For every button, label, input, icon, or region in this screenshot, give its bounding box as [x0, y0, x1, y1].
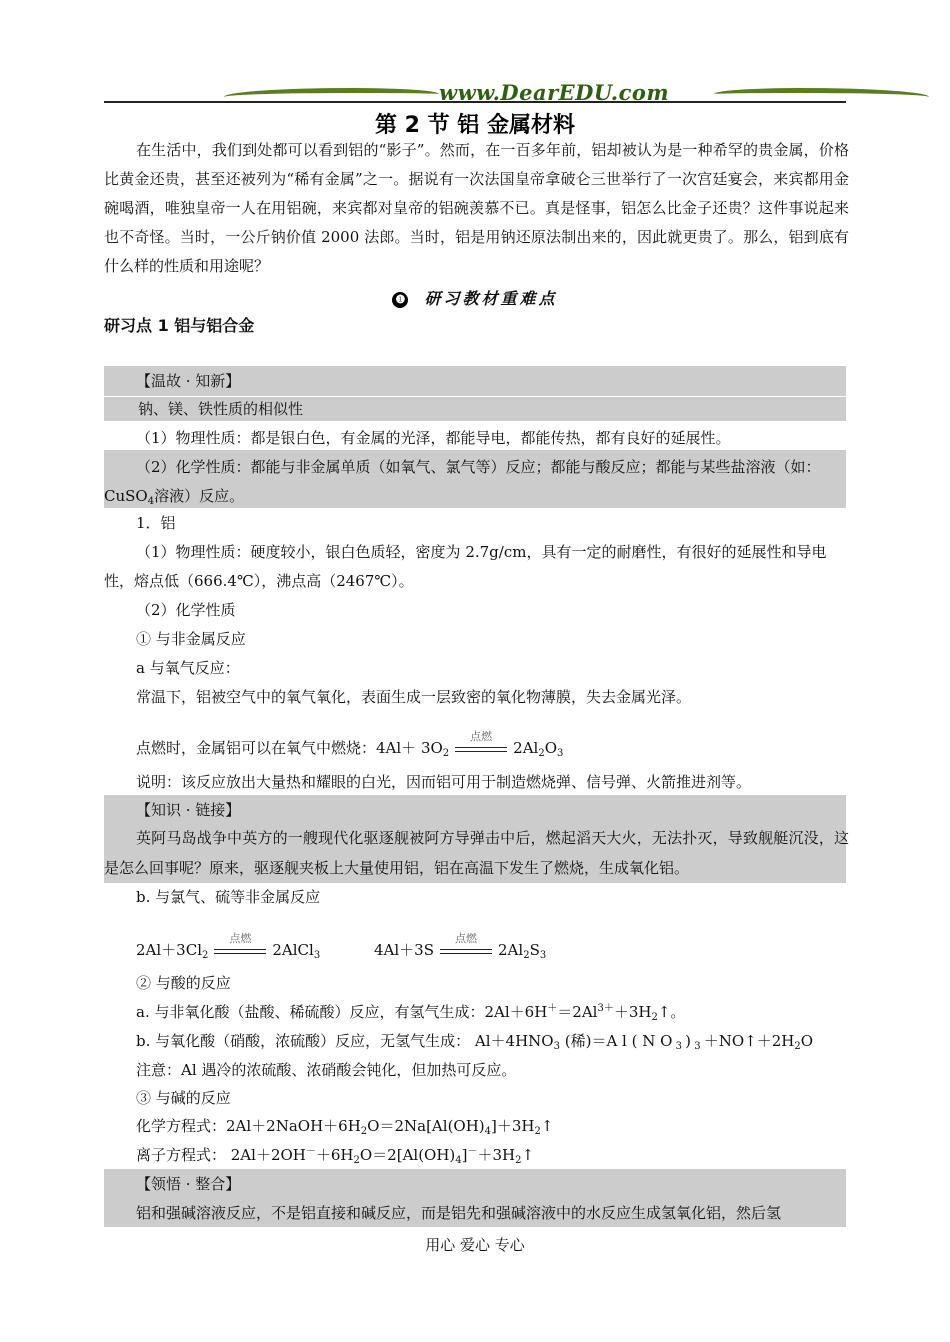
page-title: 第 2 节 铝 金属材料 — [375, 113, 575, 138]
box3-tag: 【领悟 · 整合】 — [136, 1175, 241, 1193]
box1-line3: （2）化学性质：都能与非金属单质（如氧气、氯气等）反应；都能与酸反应；都能与某些盐溶液（如： — [136, 458, 821, 476]
al-physical-1: （1）物理性质：硬度较小，银白色质轻，密度为 2.7g/cm，具有一定的耐磨性，有很好的延展性和导电 — [136, 543, 827, 561]
ion-equation: 离子方程式： $2Al+2OH^-+6H_2O=2[Al(OH)_4]^-+3H_2↑$ — [136, 1146, 535, 1166]
al-s-equation: 4Al＋3S 点燃 $2Al_2S_3$ — [374, 932, 547, 961]
box1-tag: 【温故 · 知新】 — [136, 372, 241, 390]
box2-text: 英阿马岛战争中英方的一艘现代化驱逐舰被阿方导弹击中后，燃起滔天大火，无法扑灭，导致舰艇沉没，这是怎么回事呢？原来，驱逐舰夹板上大量使用铝，铝在高温下发生了燃烧，生成氧化铝。 — [104, 829, 849, 877]
box3-text: 铝和强碱溶液反应，不是铝直接和碱反应，而是铝先和强碱溶液中的水反应生成氢氧化铝，然后氢 — [136, 1204, 782, 1222]
box1-line4: CuSO$_4$溶液）反应。 — [104, 487, 245, 507]
reaction-arrow: 点燃 — [455, 738, 507, 758]
chem-equation: 化学方程式：$2Al+2NaOH+6H_2O=2Na[Al(OH)_4]+3H_2↑$ — [136, 1117, 554, 1137]
box2-tag: 【知识 · 链接】 — [136, 801, 241, 819]
al-sub2: ② 与酸的反应 — [136, 974, 231, 992]
section-marker: ❶ — [392, 292, 408, 308]
al-physical-2: 性，熔点低（666.4℃），沸点高（2467℃）。 — [104, 572, 414, 590]
al-ignite-equation: 点燃时，金属铝可以在氧气中燃烧：$4Al+ 3O_2$ 点燃 $2Al_2O_3$ — [136, 730, 564, 759]
point-title: 研习点 1 铝与铝合金 — [104, 316, 255, 335]
al-sub1b: b. 与氯气、硫等非金属反应 — [136, 888, 321, 906]
page-footer: 用心 爱心 专心 — [425, 1236, 525, 1254]
al-normal-temp: 常温下，铝被空气中的氧气氧化，表面生成一层致密的氧化物薄膜，失去金属光泽。 — [136, 688, 692, 706]
al-sub3: ③ 与碱的反应 — [136, 1089, 231, 1107]
intro-paragraph: 在生活中，我们到处都可以看到铝的“影子”。然而，在一百多年前，铝却被认为是一种希罕的贵金属，价格比黄金还贵，甚至还被列为“稀有金属”之一。据说有一次法国皇帝拿破仑三世举行了一次宫廷宴会，来宾都用金碗喝酒，唯独皇帝一人在用铝碗，来宾都对皇帝的铝碗羡慕不已。真是怪事，铝怎么比金子还贵？这件事说起来也不奇怪。当时，一公斤钠价值 2000 法郎。当时，铝是用钠还原法制出来的，因此就更贵了。那么，铝到底有什么样的性质和用途呢？ — [104, 141, 849, 275]
section-title: 研习教材重难点 — [424, 289, 558, 308]
reaction-arrow: 点燃 — [214, 940, 266, 960]
al-sub1a: a 与氧气反应： — [136, 659, 240, 677]
reaction-arrow: 点燃 — [440, 940, 492, 960]
box1-line1: 钠、镁、铁性质的相似性 — [138, 400, 304, 418]
al-sub1: ① 与非金属反应 — [136, 630, 246, 648]
logo-text: www.DearEDU.com — [439, 80, 670, 105]
attention-note: 注意：Al 遇冷的浓硫酸、浓硝酸会钝化，但加热可反应。 — [136, 1061, 517, 1079]
al-cl-equation: $2Al+3Cl_2$ 点燃 2AlCl$_3$ — [136, 932, 321, 961]
acid-a: a. 与非氧化酸（盐酸、稀硫酸）反应，有氢气生成：$2Al+6H^+=2Al^{3+}+3H_2↑$。 — [136, 1003, 686, 1023]
al-note: 说明：该反应放出大量热和耀眼的白光，因而铝可用于制造燃烧弹、信号弹、火箭推进剂等。 — [136, 773, 752, 791]
al-chem-heading: （2）化学性质 — [136, 601, 236, 619]
al-heading: 1．铝 — [136, 514, 176, 532]
section-heading — [0, 286, 950, 309]
acid-b: b. 与氧化酸（硝酸，浓硫酸）反应，无氢气生成： $Al+4HNO_3$ (稀)＝A l ( N O $_3$ ) $_3 +NO↑+2H_2O$ — [136, 1032, 814, 1052]
box1-line2: （1）物理性质：都是银白色，有金属的光泽，都能导电，都能传热，都有良好的延展性。 — [136, 429, 731, 447]
header-logo — [104, 80, 846, 106]
